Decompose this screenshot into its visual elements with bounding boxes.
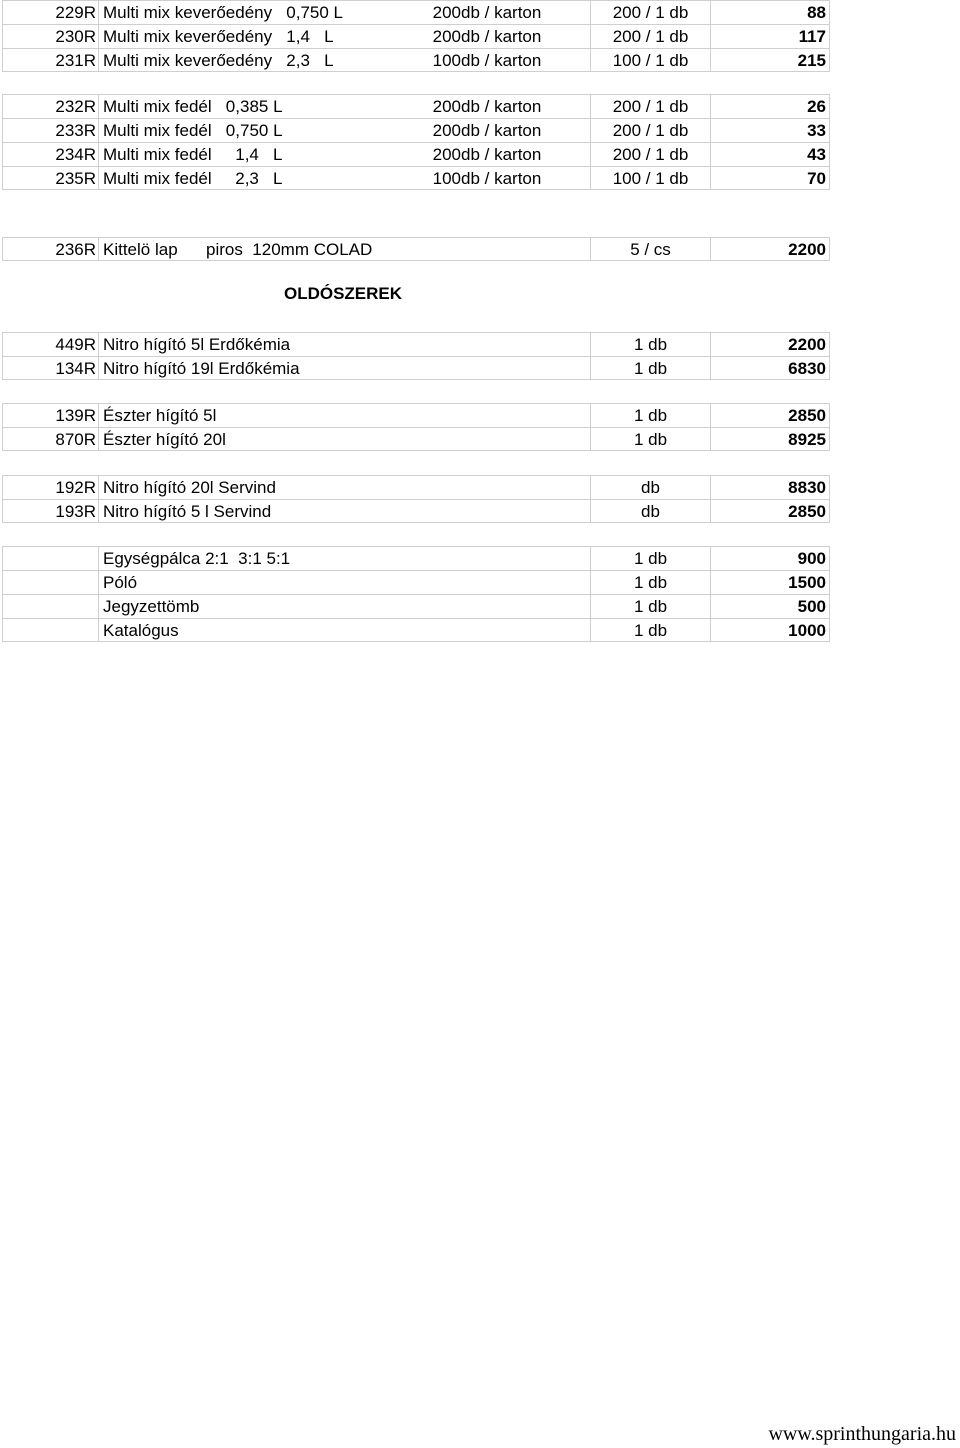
cell-code: 449R <box>2 333 99 356</box>
cell-pack <box>382 404 592 427</box>
cell-price: 1500 <box>710 571 830 594</box>
price-group <box>2 332 830 380</box>
table-row <box>2 475 830 499</box>
cell-desc: Multi mix fedél 0,750 L <box>103 121 283 140</box>
cell-unit: 200 / 1 db <box>590 25 710 48</box>
cell-price: 900 <box>710 547 830 570</box>
cell-pack: 100db / karton <box>432 51 542 70</box>
cell-desc: Multi mix keverőedény 2,3 L <box>103 51 334 70</box>
cell-pack <box>382 238 592 261</box>
table-row <box>2 237 830 261</box>
cell-unit: 1 db <box>590 428 710 451</box>
cell-code: 229R <box>2 1 99 24</box>
cell-pack <box>382 571 592 594</box>
cell-unit: 1 db <box>590 333 710 356</box>
cell-code: 232R <box>2 95 99 118</box>
cell-desc: Póló <box>103 573 138 592</box>
cell-unit: 5 / cs <box>590 238 710 261</box>
cell-unit: 1 db <box>590 357 710 380</box>
table-row <box>2 546 830 570</box>
table-row <box>2 24 830 48</box>
cell-desc: Multi mix fedél 2,3 L <box>103 169 283 188</box>
cell-code: 230R <box>2 25 99 48</box>
cell-price: 8830 <box>710 476 830 499</box>
cell-pack <box>382 357 592 380</box>
table-row <box>2 618 830 642</box>
cell-price: 2200 <box>710 238 830 261</box>
price-group <box>2 403 830 451</box>
table-row <box>2 48 830 72</box>
table-row <box>2 166 830 190</box>
cell-unit: 1 db <box>590 547 710 570</box>
cell-unit: 200 / 1 db <box>590 143 710 166</box>
cell-code: 235R <box>2 167 99 190</box>
cell-unit: 1 db <box>590 595 710 618</box>
cell-code <box>2 547 99 570</box>
cell-desc: Katalógus <box>103 621 179 640</box>
cell-pack <box>382 500 592 523</box>
price-group <box>2 0 830 72</box>
cell-desc: Nitro hígító 19l Erdőkémia <box>103 359 300 378</box>
cell-desc: Egységpálca 2:1 3:1 5:1 <box>103 549 291 568</box>
cell-pack: 200db / karton <box>432 3 542 22</box>
cell-price: 2850 <box>710 500 830 523</box>
cell-pack: 200db / karton <box>432 27 542 46</box>
cell-price: 8925 <box>710 428 830 451</box>
cell-unit: db <box>590 476 710 499</box>
cell-unit: 1 db <box>590 619 710 642</box>
cell-desc: Nitro hígító 5 l Servind <box>103 502 272 521</box>
cell-pack <box>382 547 592 570</box>
cell-desc: Multi mix fedél 0,385 L <box>103 97 283 116</box>
cell-desc: Észter hígító 5l <box>103 406 217 425</box>
table-row <box>2 332 830 356</box>
cell-price: 88 <box>710 1 830 24</box>
cell-price: 1000 <box>710 619 830 642</box>
cell-code: 193R <box>2 500 99 523</box>
table-row <box>2 118 830 142</box>
cell-code: 139R <box>2 404 99 427</box>
price-group <box>2 94 830 190</box>
table-row <box>2 570 830 594</box>
price-group <box>2 237 830 261</box>
cell-unit: 200 / 1 db <box>590 119 710 142</box>
cell-unit: 100 / 1 db <box>590 49 710 72</box>
cell-pack <box>382 619 592 642</box>
cell-price: 2850 <box>710 404 830 427</box>
cell-price: 33 <box>710 119 830 142</box>
cell-unit: 200 / 1 db <box>590 95 710 118</box>
cell-pack <box>382 476 592 499</box>
cell-unit: 1 db <box>590 571 710 594</box>
cell-price: 117 <box>710 25 830 48</box>
cell-unit: 100 / 1 db <box>590 167 710 190</box>
cell-code <box>2 619 99 642</box>
table-row <box>2 356 830 380</box>
cell-code: 192R <box>2 476 99 499</box>
cell-price: 215 <box>710 49 830 72</box>
cell-desc: Multi mix keverőedény 1,4 L <box>103 27 334 46</box>
cell-code: 134R <box>2 357 99 380</box>
price-group <box>2 546 830 642</box>
cell-code <box>2 571 99 594</box>
cell-pack <box>382 595 592 618</box>
cell-code <box>2 595 99 618</box>
table-row <box>2 0 830 24</box>
table-row <box>2 427 830 451</box>
cell-price: 26 <box>710 95 830 118</box>
cell-price: 70 <box>710 167 830 190</box>
cell-desc: Kittelö lap piros 120mm COLAD <box>103 240 373 259</box>
cell-code: 234R <box>2 143 99 166</box>
table-row <box>2 594 830 618</box>
cell-unit: db <box>590 500 710 523</box>
cell-pack <box>382 333 592 356</box>
footer-url[interactable]: www.sprinthungaria.hu <box>768 1423 956 1445</box>
table-row <box>2 142 830 166</box>
table-row <box>2 499 830 523</box>
cell-pack: 200db / karton <box>432 97 542 116</box>
cell-desc: Nitro hígító 5l Erdőkémia <box>103 335 291 354</box>
cell-pack: 200db / karton <box>432 145 542 164</box>
cell-code: 870R <box>2 428 99 451</box>
cell-pack: 200db / karton <box>432 121 542 140</box>
cell-desc: Multi mix fedél 1,4 L <box>103 145 283 164</box>
cell-desc: Észter hígító 20l <box>103 430 226 449</box>
cell-price: 500 <box>710 595 830 618</box>
section-heading: OLDÓSZEREK <box>283 284 403 303</box>
cell-unit: 200 / 1 db <box>590 1 710 24</box>
cell-price: 2200 <box>710 333 830 356</box>
table-row <box>2 94 830 118</box>
table-row <box>2 403 830 427</box>
cell-price: 43 <box>710 143 830 166</box>
cell-code: 231R <box>2 49 99 72</box>
cell-unit: 1 db <box>590 404 710 427</box>
cell-code: 233R <box>2 119 99 142</box>
price-group <box>2 475 830 523</box>
cell-price: 6830 <box>710 357 830 380</box>
cell-desc: Nitro hígító 20l Servind <box>103 478 276 497</box>
cell-pack <box>382 428 592 451</box>
cell-desc: Jegyzettömb <box>103 597 200 616</box>
cell-desc: Multi mix keverőedény 0,750 L <box>103 3 344 22</box>
cell-code: 236R <box>2 238 99 261</box>
cell-pack: 100db / karton <box>432 169 542 188</box>
